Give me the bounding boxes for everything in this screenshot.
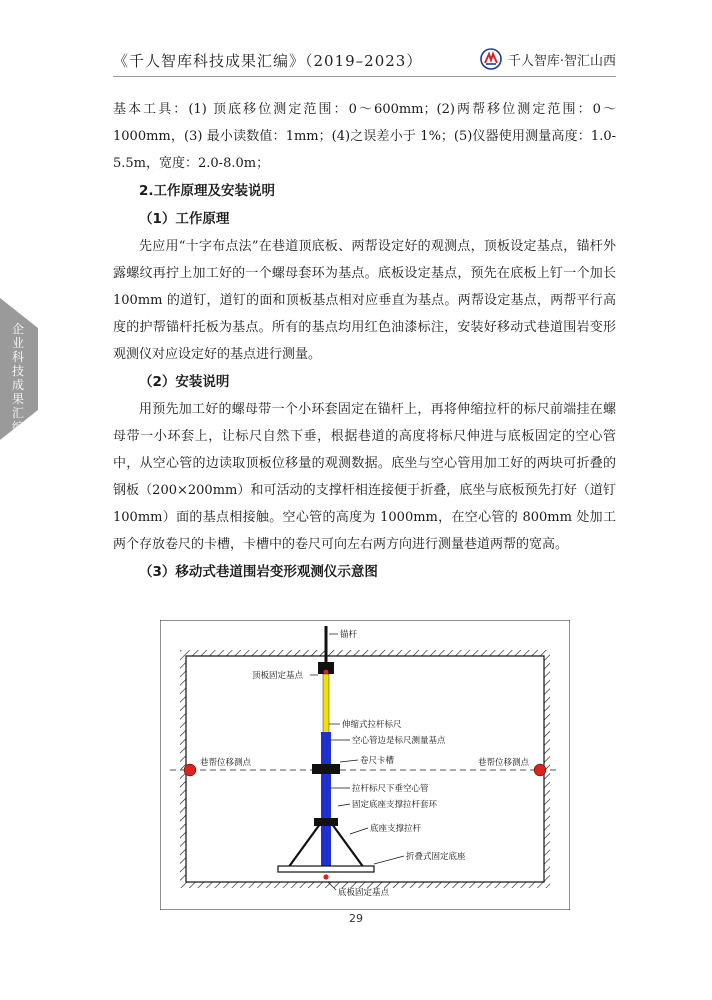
install-paragraph: 用预先加工好的螺母带一个小环套固定在锚杆上，再将伸缩拉杆的标尺前端挂在螺母带一小环套上，让标尺自然下垂，根据巷道的高度将标尺伸进与底板固定的空心管中，从空心管的边读取顶板位移量的观测数据。底坐与空心管用加工好的两块可折叠的钢板（200×200mm）和可活动的支撑杆相连接便于折叠，底坐与底板预先打好（道钉 100mm）面的基点相接触。空心管的高度为 1000mm，在空心管的 800mm 处加工两个存放卷尺的卡槽，卡槽中的卷尺可向左右两方向进行测量巷道两帮的宽高。 xyxy=(113,402,616,552)
principle-paragraph: 先应用“十字布点法”在巷道顶底板、两帮设定好的观测点，顶板设定基点，锚杆外露螺纹再拧上加工好的一个螺母套环为基点。底板设定基点，预先在底板上钉一个加长 100mm 的道钉，道钉的面和顶板基点相对应垂直为基点。两帮设定基点，两帮平行高度的护帮锚杆托板为基点。所有的基点均用红色油漆标注，安装好移动式巷道围岩变形观测仪对应设定好的基点进行测量。 xyxy=(113,239,616,362)
header-brand-text: 千人智库·智汇山西 xyxy=(507,53,616,69)
fold-base xyxy=(278,866,374,872)
tools-paragraph: 基本工具：(1) 顶底移位测定范围：0～600mm；(2)两帮移位测定范围：0～1000mm，(3) 最小读数值：1mm；(4)之误差小于 1%；(5)仪器使用测量高度：1.0-5.5m，宽度：2.0-8.0m； xyxy=(113,102,616,171)
label-anchor: 锚杆 xyxy=(340,630,358,640)
brand-logo-icon xyxy=(480,48,502,70)
label-base-ring: 固定底座支撑拉杆套环 xyxy=(352,800,438,810)
roadway-outline xyxy=(186,656,544,882)
subsection-title-figure: （3）移动式巷道围岩变形观测仪示意图 xyxy=(139,564,378,580)
side-tab-label: 企业科技成果汇编 xyxy=(11,322,24,434)
label-support-rod: 底座支撑拉杆 xyxy=(370,824,422,834)
page-number: 29 xyxy=(349,912,363,925)
label-fold-base: 折叠式固定底座 xyxy=(406,852,466,862)
section-title: 2.工作原理及安装说明 xyxy=(139,183,276,199)
header-brand xyxy=(480,48,616,70)
hollow-tube xyxy=(321,732,331,872)
page-header xyxy=(113,50,616,80)
label-floor-point: 底板固定基点 xyxy=(338,888,390,898)
label-tube-edge: 空心管边是标尺测量基点 xyxy=(352,736,446,746)
subsection-title-principle: （1）工作原理 xyxy=(139,211,230,227)
label-tape-slot: 卷尺卡槽 xyxy=(360,756,395,766)
right-wall-point xyxy=(534,764,546,776)
page-body xyxy=(113,96,616,586)
roof-point xyxy=(324,670,329,675)
label-rod-vertical: 拉杆标尺下垂空心管 xyxy=(352,784,429,794)
header-divider xyxy=(113,76,616,77)
instrument-diagram xyxy=(160,620,570,910)
floor-point xyxy=(323,874,328,879)
label-telescopic: 伸缩式拉杆标尺 xyxy=(342,720,402,730)
header-title: 《千人智库科技成果汇编》（2019–2023） xyxy=(113,52,423,70)
label-right-point: 巷帮位移测点 xyxy=(478,758,530,768)
label-left-point: 巷帮位移测点 xyxy=(200,758,252,768)
subsection-title-install: （2）安装说明 xyxy=(139,374,230,390)
left-wall-point xyxy=(184,764,196,776)
tape-slot xyxy=(312,764,340,774)
label-roof-point: 顶板固定基点 xyxy=(252,671,304,681)
side-tab xyxy=(0,298,44,440)
support-ring xyxy=(314,818,338,826)
